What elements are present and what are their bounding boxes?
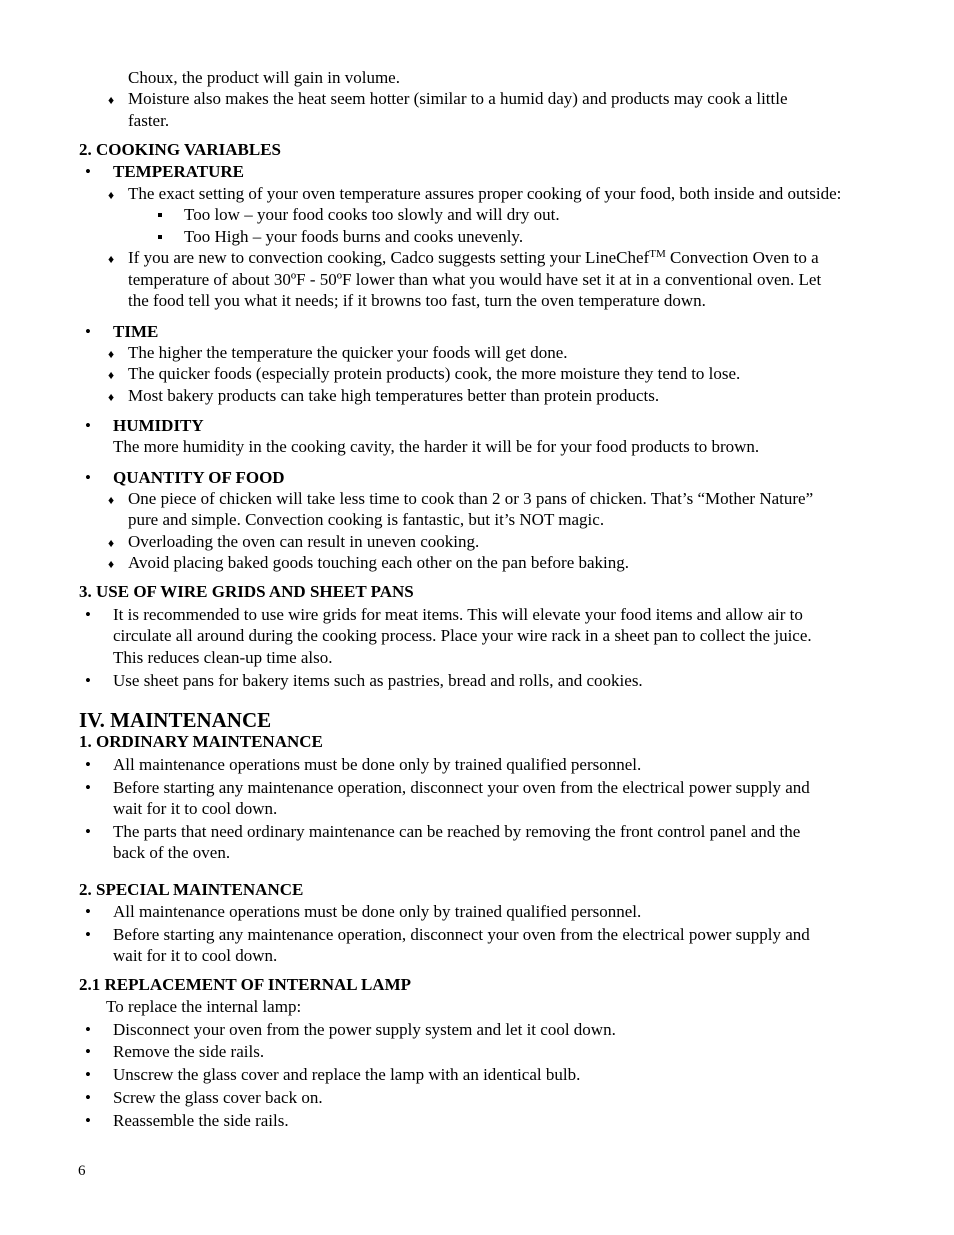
- diamond-bullet-icon: ♦: [108, 390, 115, 404]
- text-line: Remove the side rails.: [113, 1042, 265, 1061]
- diamond-bullet-icon: ♦: [108, 347, 115, 361]
- text-line: Before starting any maintenance operation, disconnect your oven from the electrical power supply and: [113, 778, 810, 797]
- page-number: 6: [78, 1163, 86, 1179]
- section-heading: 1. ORDINARY MAINTENANCE: [79, 732, 323, 751]
- diamond-bullet-icon: ♦: [108, 368, 115, 382]
- text-line: Choux, the product will gain in volume.: [128, 68, 400, 87]
- text-line: Moisture also makes the heat seem hotter (similar to a humid day) and products may cook a little: [128, 89, 788, 108]
- chapter-heading: IV. MAINTENANCE: [79, 708, 272, 732]
- text-line: the food tell you what it needs; if it browns too fast, turn the oven temperature down.: [128, 291, 706, 310]
- text-line: The exact setting of your oven temperature assures proper cooking of your food, both inside and outside:: [128, 184, 842, 203]
- diamond-bullet-icon: ♦: [108, 188, 115, 202]
- text-line: wait for it to cool down.: [113, 946, 278, 965]
- text-line: Most bakery products can take high temperatures better than protein products.: [128, 386, 660, 405]
- text-line: Too low – your food cooks too slowly and will dry out.: [184, 205, 560, 224]
- section-heading: 2. COOKING VARIABLES: [79, 140, 282, 159]
- diamond-bullet-icon: ♦: [108, 93, 115, 107]
- text-line: All maintenance operations must be done only by trained qualified personnel.: [113, 755, 642, 774]
- subsection-title: HUMIDITY: [113, 416, 204, 435]
- square-bullet-icon: [158, 213, 162, 217]
- round-bullet-icon: •: [85, 902, 91, 921]
- round-bullet-icon: •: [85, 322, 91, 341]
- text-line: To replace the internal lamp:: [106, 997, 302, 1016]
- text-line: pure and simple. Convection cooking is fantastic, but it’s NOT magic.: [128, 510, 605, 529]
- text-line: One piece of chicken will take less time to cook than 2 or 3 pans of chicken. That’s “Mother Nature”: [128, 489, 814, 508]
- text-line: The quicker foods (especially protein products) cook, the more moisture they tend to lose.: [128, 364, 741, 383]
- subsection-title: TIME: [113, 322, 159, 341]
- text-line: All maintenance operations must be done only by trained qualified personnel.: [113, 902, 642, 921]
- round-bullet-icon: •: [85, 1020, 91, 1039]
- text-line: Unscrew the glass cover and replace the lamp with an identical bulb.: [113, 1065, 581, 1084]
- section-heading: 2. SPECIAL MAINTENANCE: [79, 880, 304, 899]
- text-line: back of the oven.: [113, 843, 231, 862]
- round-bullet-icon: •: [85, 1111, 91, 1130]
- diamond-bullet-icon: ♦: [108, 536, 115, 550]
- trademark-superscript: TM: [649, 248, 666, 260]
- diamond-bullet-icon: ♦: [108, 557, 115, 571]
- round-bullet-icon: •: [85, 925, 91, 944]
- round-bullet-icon: •: [85, 468, 91, 487]
- round-bullet-icon: •: [85, 822, 91, 841]
- text-line: Use sheet pans for bakery items such as pastries, bread and rolls, and cookies.: [113, 671, 643, 690]
- text-line: Overloading the oven can result in uneven cooking.: [128, 532, 480, 551]
- text-segment: Convection Oven to a: [665, 248, 819, 267]
- text-line: Avoid placing baked goods touching each other on the pan before baking.: [128, 553, 630, 572]
- text-line: It is recommended to use wire grids for meat items. This will elevate your food items and allow air to: [113, 605, 803, 624]
- round-bullet-icon: •: [85, 162, 91, 181]
- square-bullet-icon: [158, 235, 162, 239]
- section-heading: 3. USE OF WIRE GRIDS AND SHEET PANS: [79, 582, 414, 601]
- section-heading: 2.1 REPLACEMENT OF INTERNAL LAMP: [79, 975, 411, 994]
- text-line: The parts that need ordinary maintenance can be reached by removing the front control panel and the: [113, 822, 801, 841]
- text-line: This reduces clean-up time also.: [113, 648, 333, 667]
- text-line: Reassemble the side rails.: [113, 1111, 289, 1130]
- round-bullet-icon: •: [85, 416, 91, 435]
- text-line: Screw the glass cover back on.: [113, 1088, 323, 1107]
- round-bullet-icon: •: [85, 1088, 91, 1107]
- round-bullet-icon: •: [85, 605, 91, 624]
- text-line: faster.: [128, 111, 170, 130]
- round-bullet-icon: •: [85, 1065, 91, 1084]
- round-bullet-icon: •: [85, 778, 91, 797]
- subsection-title: QUANTITY OF FOOD: [113, 468, 285, 487]
- subsection-title: TEMPERATURE: [113, 162, 244, 181]
- text-line: circulate all around during the cooking process. Place your wire rack in a sheet pan to collect the juice.: [113, 626, 812, 645]
- round-bullet-icon: •: [85, 671, 91, 690]
- diamond-bullet-icon: ♦: [108, 493, 115, 507]
- text-line: The higher the temperature the quicker your foods will get done.: [128, 343, 568, 362]
- diamond-bullet-icon: ♦: [108, 252, 115, 266]
- text-line: Before starting any maintenance operation, disconnect your oven from the electrical power supply and: [113, 925, 810, 944]
- text-line: [128, 247, 819, 269]
- text-line: wait for it to cool down.: [113, 799, 278, 818]
- text-line: The more humidity in the cooking cavity, the harder it will be for your food products to brown.: [113, 437, 760, 456]
- text-line: Disconnect your oven from the power supply system and let it cool down.: [113, 1020, 616, 1039]
- round-bullet-icon: •: [85, 755, 91, 774]
- text-line: temperature of about 30ºF - 50ºF lower than what you would have set it at in a conventional oven. Let: [128, 270, 822, 289]
- text-line: Too High – your foods burns and cooks unevenly.: [184, 227, 524, 246]
- round-bullet-icon: •: [85, 1042, 91, 1061]
- text-segment: If you are new to convection cooking, Cadco suggests setting your LineChef: [128, 248, 650, 267]
